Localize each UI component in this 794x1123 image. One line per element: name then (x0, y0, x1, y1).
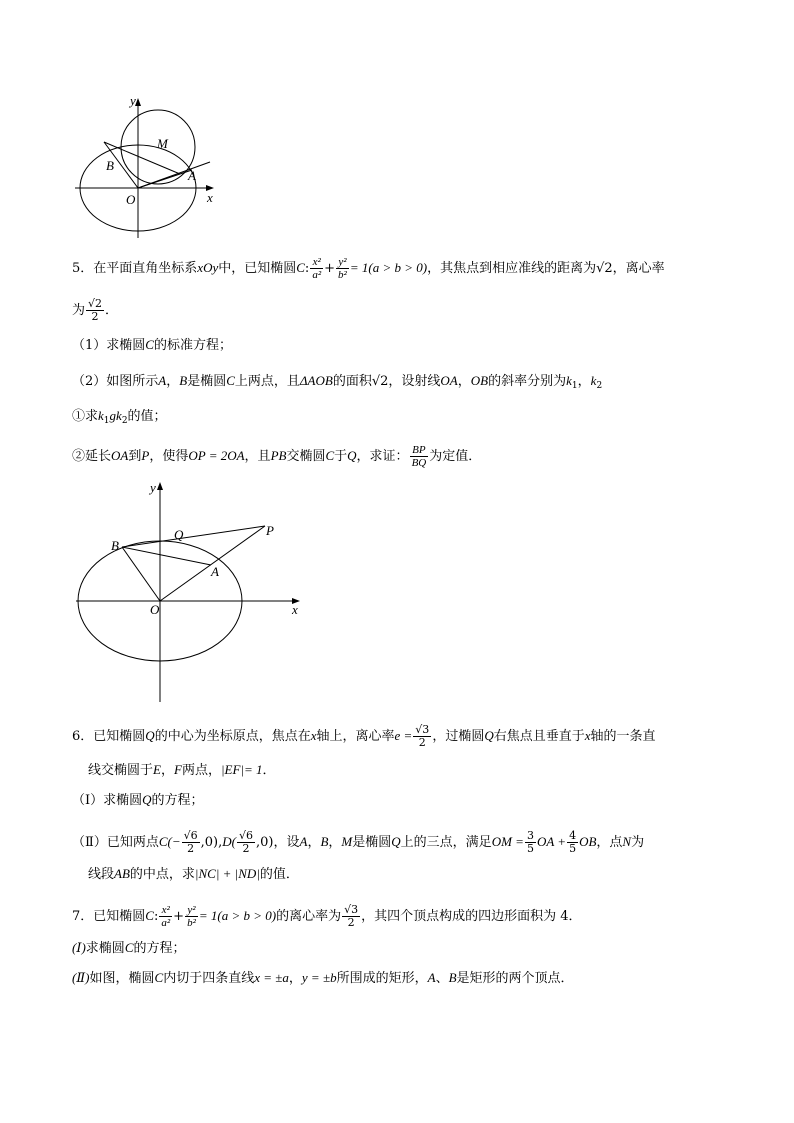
q-index: (Ⅰ) (72, 940, 86, 955)
frac-num: BP (410, 444, 429, 457)
label-m: M (157, 136, 168, 151)
frac-3-5 (525, 830, 536, 855)
q-text: 是矩形的两个顶点． (456, 971, 574, 986)
seg-ab: AB (114, 866, 130, 881)
p7-q2 (72, 970, 574, 987)
frac-den: 2 (91, 310, 99, 323)
segment-ob (122, 547, 160, 601)
frac-num: √3 (344, 903, 359, 916)
q-text: 已知椭圆 (93, 729, 146, 744)
q-text: ,0) (255, 835, 274, 850)
p7-ecc-frac (342, 904, 360, 929)
frac-num: √6 (183, 829, 198, 842)
area-value: √2 (371, 374, 389, 389)
label-a: A (188, 168, 196, 183)
q-text: 如图，椭圆 (89, 971, 155, 986)
var-c: C (325, 448, 335, 463)
expr-nc-nd: |NC| + |ND| (194, 866, 260, 881)
line-y: y = ±b (301, 970, 337, 985)
var-b: B (179, 373, 188, 388)
tangent-line (138, 162, 210, 188)
q-text: 线段 (88, 867, 115, 882)
var-q: Q (484, 728, 494, 743)
p6-q1 (72, 792, 204, 809)
label-o: O (126, 192, 136, 207)
frac-d (237, 830, 255, 855)
frac-den: b² (338, 269, 347, 281)
p5-cond: ，其焦点到相应准线的距离为 (427, 261, 597, 276)
q-text: 为定值． (429, 449, 482, 464)
var-gk: gk (109, 408, 122, 423)
frac-num: 3 (526, 829, 534, 842)
q-text: 是椭圆 (352, 835, 392, 850)
p5-pre: 为 (72, 303, 86, 318)
seg-pb: PB (270, 448, 287, 463)
p5-ecc-frac (86, 298, 104, 323)
punct: ， (577, 374, 591, 389)
label-o: O (150, 602, 160, 617)
y-arrow (135, 98, 141, 106)
p5-sub2 (72, 444, 481, 469)
frac-den: a² (312, 269, 322, 281)
q-text: ，且 (244, 449, 271, 464)
p5-end: ． (105, 303, 119, 318)
q-index: (Ⅱ) (72, 970, 90, 985)
frac-4-5 (567, 830, 578, 855)
frac-num: x² (159, 904, 172, 917)
ratio-frac (410, 444, 429, 469)
punct: ， (457, 374, 471, 389)
punct: ， (288, 971, 302, 986)
q-text: 所围成的矩形， (336, 971, 428, 986)
var-c: C (226, 373, 235, 388)
vec-om: OM = (491, 834, 524, 849)
q-text: 的中点，求 (129, 867, 195, 882)
q-text: 于 (334, 449, 348, 464)
ecc-e: e = (394, 728, 413, 743)
p5-q1 (72, 337, 232, 354)
punct: : (153, 909, 159, 924)
q-text: ，使得 (149, 449, 189, 464)
figure-ellipse-pbq (70, 478, 310, 706)
q-text: 的中心为坐标原点，焦点在 (154, 729, 311, 744)
label-q: Q (174, 527, 184, 542)
frac-num: √3 (415, 723, 430, 736)
q-text: ②延长 (72, 449, 112, 464)
p5-text2: 中，已知椭圆 (218, 261, 297, 276)
var-c: C (124, 940, 134, 955)
p7-frac-y (185, 904, 198, 929)
punct: ， (328, 835, 342, 850)
label-b: B (111, 538, 119, 553)
p5-number: 5． (72, 261, 94, 276)
punct: 、 (435, 971, 449, 986)
q-text: ，过椭圆 (432, 729, 485, 744)
q-text: 轴上，离心率 (316, 729, 395, 744)
q-text: 交椭圆 (286, 449, 326, 464)
var-e: E (153, 762, 161, 777)
p5-line1 (72, 256, 665, 281)
var-x: x (310, 728, 317, 743)
label-x: x (292, 602, 298, 617)
q-text: 的斜率分别为 (488, 374, 567, 389)
frac-den: 5 (569, 842, 577, 855)
var-m: M (341, 834, 353, 849)
ray-ob: OB (470, 373, 489, 388)
var-q: Q (142, 792, 152, 807)
p5-frac-x (310, 256, 323, 281)
abs-ef: |EF|= 1 (220, 762, 263, 777)
p6-line4 (88, 866, 299, 883)
p5-eq-tail: = 1(a > b > 0) (349, 260, 428, 275)
q-text: 上两点，且 (234, 374, 300, 389)
var-k: k (590, 373, 597, 388)
frac-den: 2 (347, 916, 355, 929)
var-q: Q (145, 728, 155, 743)
q-text: ，设 (273, 835, 300, 850)
p5-ecc-text: ，离心率 (612, 261, 665, 276)
var-f: F (173, 762, 182, 777)
q-text: 的值． (259, 867, 299, 882)
p6-number: 6． (72, 729, 94, 744)
q-text: 是椭圆 (187, 374, 227, 389)
var-a: A (427, 970, 436, 985)
frac-den: 2 (242, 842, 250, 855)
q-text: 轴的一条直 (590, 729, 656, 744)
p7-q1 (72, 940, 186, 957)
frac-den: b² (187, 917, 196, 929)
q-text: 两点， (181, 763, 221, 778)
var-q: Q (391, 834, 401, 849)
var-a: A (299, 834, 308, 849)
frac-c (182, 830, 200, 855)
p5-q2 (72, 373, 602, 394)
figure-ellipse-circle (70, 92, 230, 242)
p5-xoy: xOy (197, 260, 219, 275)
subscript: 1 (571, 381, 578, 391)
q-text: （2）如图所示 (72, 374, 159, 389)
frac-num: x² (310, 256, 323, 269)
var-p: P (141, 448, 150, 463)
q-text: ，求证： (356, 449, 409, 464)
frac-den: 5 (526, 842, 534, 855)
label-p: P (266, 523, 274, 538)
label-y: y (130, 93, 136, 108)
subscript: 2 (596, 381, 603, 391)
q-text: （1）求椭圆 (72, 338, 146, 353)
frac-num: y² (185, 904, 198, 917)
q-text: 的方程； (151, 793, 204, 808)
p5-text: 在平面直角坐标系 (93, 261, 198, 276)
p5-plus: + (324, 261, 336, 276)
q-text: 的离心率为 (276, 909, 342, 924)
segment-bp (122, 526, 265, 547)
q-text: 的方程； (133, 941, 186, 956)
frac-num: 4 (569, 829, 577, 842)
label-x: x (207, 190, 213, 205)
p5-line2 (72, 298, 118, 323)
p5-dist: √2 (596, 261, 613, 276)
q-text: 内切于四条直线 (163, 971, 255, 986)
eq-tail: = 1(a > b > 0) (198, 908, 277, 923)
q-text: ，设射线 (388, 374, 441, 389)
q-text: ①求 (72, 409, 99, 424)
q-text: 线交椭圆于 (88, 763, 154, 778)
punct: ， (160, 763, 174, 778)
q-text: 的面积 (332, 374, 372, 389)
line-x: x = ±a (254, 970, 289, 985)
var-c: C (145, 337, 154, 352)
p5-frac-y (336, 256, 349, 281)
frac-num: √6 (238, 829, 253, 842)
label-a: A (211, 564, 219, 579)
q-text: 右焦点且垂直于 (493, 729, 585, 744)
var-x: x (584, 728, 591, 743)
frac-num: y² (336, 256, 349, 269)
var-b: B (448, 970, 457, 985)
frac-den: 2 (418, 736, 426, 749)
p7-number: 7． (72, 909, 94, 924)
vec-oa: OA + (536, 834, 567, 849)
p5-colon: : (304, 261, 310, 276)
p5-sub1 (72, 408, 167, 429)
triangle-aob: ΔAOB (299, 373, 333, 388)
var-k: k (566, 373, 572, 388)
point-d: D( (222, 834, 236, 849)
p6-line2 (88, 762, 276, 779)
p7-frac-x (159, 904, 172, 929)
eq-op: OP = 2OA (188, 448, 245, 463)
var-c: C (145, 908, 154, 923)
frac-den: 2 (187, 842, 195, 855)
segment-ba (122, 547, 211, 565)
p6-q2 (72, 830, 644, 855)
var-n: N (622, 834, 632, 849)
label-y: y (150, 480, 156, 495)
punct: ． (262, 763, 276, 778)
q-text: ，其四个顶点构成的四边形面积为 4． (361, 909, 582, 924)
q-text: ,0), (200, 835, 223, 850)
var-c: C (154, 970, 164, 985)
vec-ob: OB (579, 834, 597, 849)
q-text: （Ⅱ）已知两点 (72, 835, 159, 850)
var-b: B (320, 834, 329, 849)
q-text: 求椭圆 (85, 941, 125, 956)
p5-c: C (296, 260, 305, 275)
q-text: 为 (631, 835, 645, 850)
ecc-frac (413, 724, 431, 749)
q-text: 已知椭圆 (93, 909, 146, 924)
frac-den: a² (161, 917, 171, 929)
punct: ， (166, 374, 180, 389)
punct: ， (307, 835, 321, 850)
var-q: Q (347, 448, 357, 463)
q-text: ，点 (596, 835, 623, 850)
point-c: C(− (158, 834, 181, 849)
p7-line1 (72, 904, 582, 929)
subscript: 2 (121, 416, 128, 426)
q-text: 上的三点，满足 (400, 835, 492, 850)
plus: + (173, 909, 185, 924)
frac-num: √2 (88, 297, 103, 310)
label-b: B (106, 158, 114, 173)
q-text: （Ⅰ）求椭圆 (72, 793, 143, 808)
ray-oa: OA (440, 373, 458, 388)
seg-oa: OA (111, 448, 129, 463)
p6-line1 (72, 724, 656, 749)
q-text: 的值； (127, 409, 167, 424)
var-k: k (98, 408, 104, 423)
q-text: 的标准方程； (153, 338, 232, 353)
frac-den: BQ (411, 457, 427, 469)
y-arrow (157, 482, 163, 490)
q-text: 到 (128, 449, 142, 464)
subscript: 1 (103, 416, 110, 426)
var-a: A (158, 373, 167, 388)
